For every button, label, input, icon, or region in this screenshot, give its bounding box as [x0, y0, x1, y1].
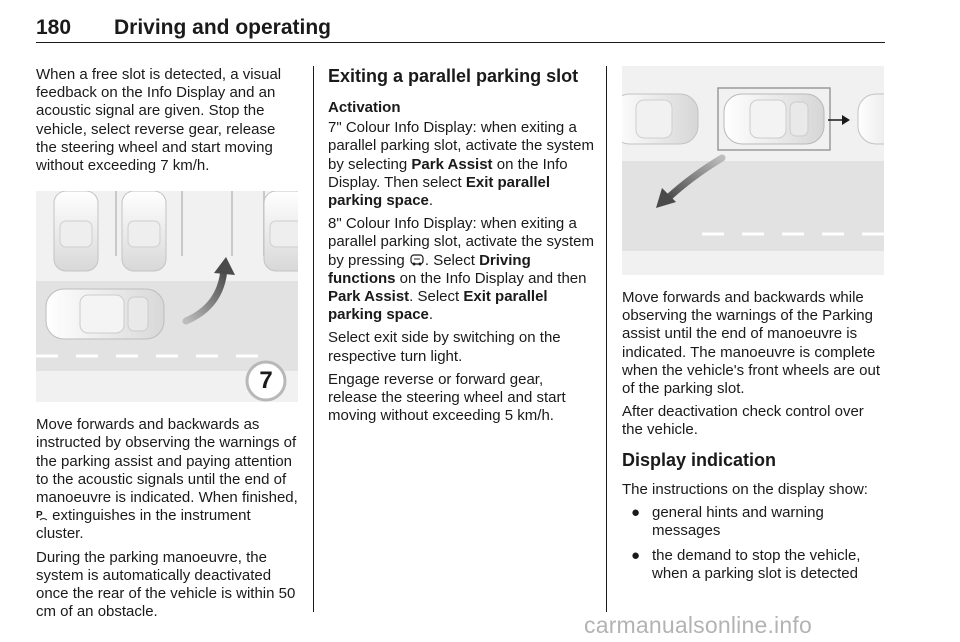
parked-car — [622, 94, 698, 144]
paragraph: Select exit side by switching on the respective turn light. — [328, 329, 561, 365]
paragraph: The instructions on the display show: — [622, 480, 868, 498]
paragraph: After deactivation check control over the vehicle. — [622, 403, 864, 439]
paragraph: When a free slot is detected, a visual feedback on the Info Display and an acoustic signal are given. Stop the vehicle, select reverse gear, release the steering wheel and start moving without exceeding 7 km/h. — [36, 66, 282, 175]
watermark-text: carmanualsonline.info — [584, 612, 812, 638]
exiting-car — [724, 94, 824, 144]
chapter-title: Driving and operating — [114, 16, 332, 39]
page-header — [36, 12, 885, 43]
figure-number-badge: 7 — [259, 367, 273, 395]
column-1 — [36, 66, 298, 626]
column-2 — [328, 66, 594, 430]
paragraph: 7" Colour Info Display: when exiting a parallel parking slot, activate the system by selecting Park Assist on the Info Display. Then select Exit parallel parking space. — [328, 119, 594, 210]
section-heading: Display indication — [622, 449, 777, 470]
parked-car — [122, 191, 166, 271]
moving-car — [46, 289, 164, 339]
page-number: 180 — [36, 16, 72, 39]
subheading: Activation — [328, 99, 401, 116]
parked-car — [54, 191, 98, 271]
paragraph: Engage reverse or forward gear, release the steering wheel and start moving without exceeding 5 km/h. — [328, 370, 566, 425]
parked-car — [858, 94, 884, 144]
paragraph: Move forwards and backwards while observing the warnings of the Parking assist until the end of manoeuvre is indicated. The manoeuvre is complete when the vehicle's front wheels are out of the parking slot. — [622, 289, 881, 398]
parking-illustration-1 — [36, 191, 298, 402]
paragraph: During the parking manoeuvre, the system is automatically deactivated once the rear of the vehicle is within 50 cm of an obstacle. — [36, 548, 296, 621]
list-item: ● general hints and warning messages — [631, 503, 824, 540]
parking-sensor-icon — [409, 253, 425, 267]
paragraph: 8" Colour Info Display: when exiting a parallel parking slot, activate the system by pressing . Select Driving functions on the Info Display and then Park Assist. Select Exit parallel parking space. — [328, 215, 594, 324]
svg-text:P: P — [36, 510, 43, 522]
column-3 — [622, 66, 887, 591]
bullet-list — [622, 504, 887, 584]
column-divider — [313, 66, 314, 612]
parking-assist-icon — [36, 508, 48, 522]
list-item: ● the demand to stop the vehicle, when a parking slot is detected — [631, 547, 861, 583]
column-divider — [606, 66, 607, 612]
parked-car — [264, 191, 298, 271]
parking-illustration-2 — [622, 66, 884, 275]
section-heading: Exiting a parallel parking slot — [328, 66, 579, 86]
paragraph: Move forwards and backwards as instructed by observing the warnings of the parking assist and paying attention to the acoustic signals until the end of manoeuvre is indicated. When finished, P extinguishes in the instrument cluster. — [36, 416, 298, 543]
